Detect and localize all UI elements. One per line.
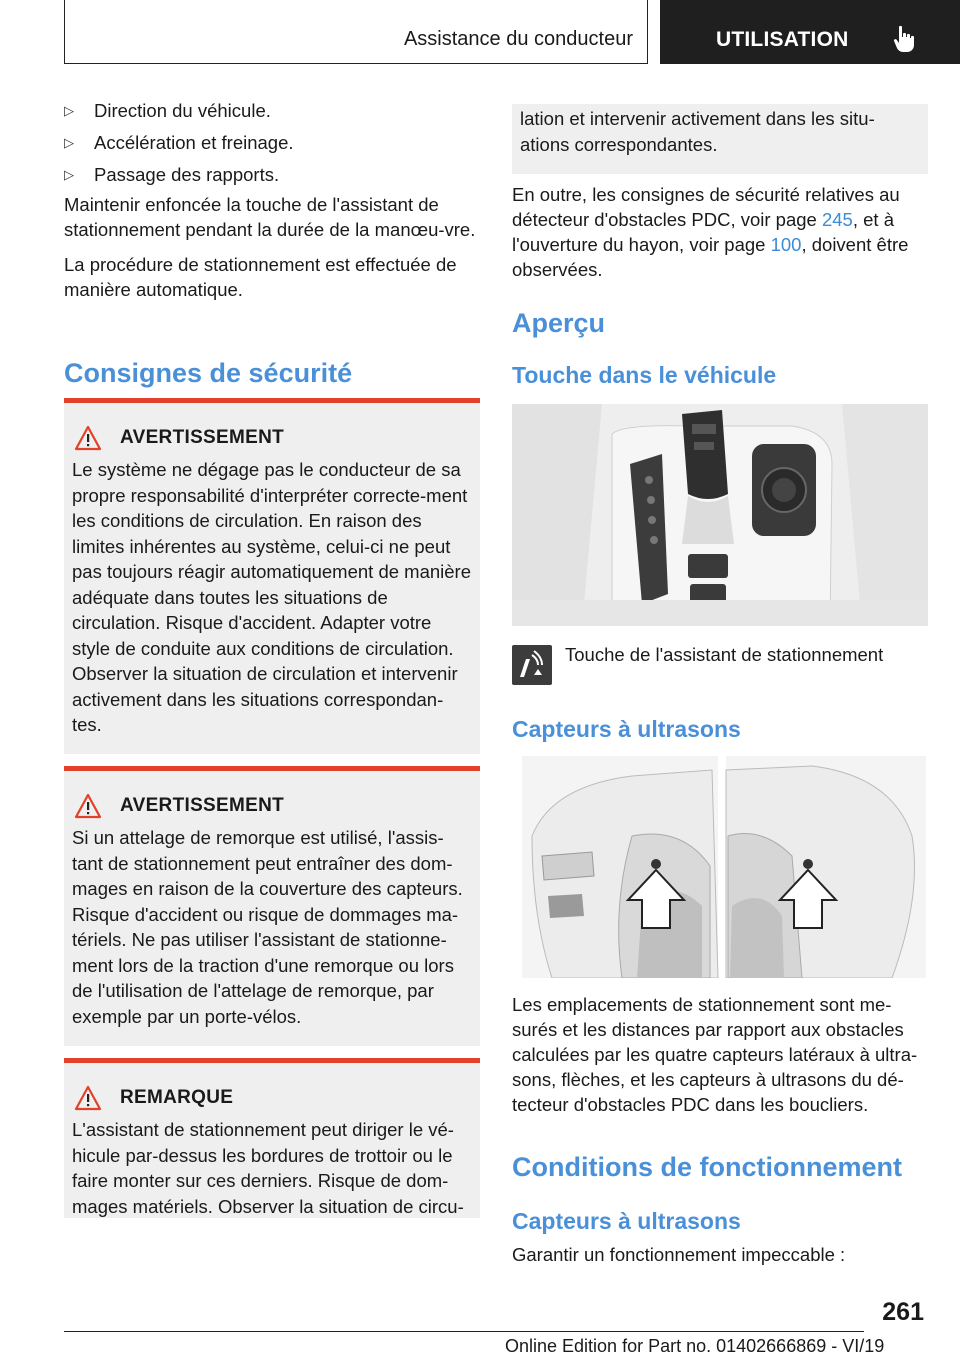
triangle-bullet-icon: ▷ xyxy=(64,167,74,182)
center-console-image xyxy=(512,404,928,626)
triangle-bullet-icon: ▷ xyxy=(64,103,74,118)
header-section-box xyxy=(64,0,648,64)
paragraph-text: En outre, les consignes de sécurité relatives au détecteur d'obstacles PDC, voir page xyxy=(512,184,900,230)
warning-title: AVERTISSEMENT xyxy=(120,427,285,448)
left-column xyxy=(64,100,480,312)
remark-box xyxy=(64,1058,480,1218)
chapter-title: UTILISATION xyxy=(716,28,849,51)
footer-edition: Online Edition for Part no. 01402666869 - VI/19 xyxy=(505,1336,885,1356)
warning-triangle-icon xyxy=(74,1085,102,1111)
list-item xyxy=(64,100,480,122)
warning-triangle-icon xyxy=(74,425,102,451)
remark-continued-text: lation et intervenir activement dans les situ-ations correspondantes. xyxy=(520,108,875,155)
page-link-245[interactable]: 245 xyxy=(821,209,853,230)
paragraph xyxy=(512,182,928,282)
section-heading: Conditions de fonctionnement xyxy=(512,1152,902,1182)
subsection-heading: Capteurs à ultrasons xyxy=(512,1208,741,1234)
warning-text: Si un attelage de remorque est utilisé, l'assis-tant de stationnement peut entraîner des dom-mages en raison de la couverture des capteurs. Risque d'accident ou risque de dommages ma-tériels. Ne pas utiliser l'assistant de stationne-ment lors de la traction d'une remorque ou lors de l'utilisation de l'attelage de remorque, par exemple par un porte-vélos. xyxy=(72,827,463,1027)
list-item xyxy=(64,164,480,186)
remark-continued-box xyxy=(512,104,928,174)
paragraph: Garantir un fonctionnement impeccable : xyxy=(512,1244,846,1265)
subsection-heading: Touche dans le véhicule xyxy=(512,362,777,388)
warning-text: Le système ne dégage pas le conducteur de sa propre responsabilité d'interpréter correcte-ment les conditions de circulation. En raison des limites inhérentes au système, celui-ci ne peut pas toujours réagir automatiquement de manière adéquate dans toutes les situations de circulation. Risque d'accident. Adapter votre style de conduite aux conditions de circulation. Observer la situation de circulation et intervenir activement dans les situations correspondan-tes. xyxy=(72,459,472,735)
paragraph: La procédure de stationnement est effectuée de manière automatique. xyxy=(64,254,457,300)
page-number: 261 xyxy=(882,1298,924,1326)
warning-triangle-icon xyxy=(74,793,102,819)
warning-box xyxy=(64,766,480,1046)
hand-pointer-icon xyxy=(892,24,916,54)
remark-title: REMARQUE xyxy=(120,1087,234,1108)
subsection-heading: Capteurs à ultrasons xyxy=(512,716,741,742)
remark-text: L'assistant de stationnement peut diriger le vé-hicule par-dessus les bordures de trottoir ou le faire monter sur ces derniers. Risque de dom-mages matériels. Observer la situation de circu- xyxy=(72,1119,464,1217)
section-heading: Consignes de sécurité xyxy=(64,358,353,388)
chapter-tab xyxy=(660,0,960,64)
paragraph: Les emplacements de stationnement sont me-surés et les distances par rapport aux obstacles calculées par les quatre capteurs latéraux à ultra-sons, flèches, et les capteurs à ultrasons du dé-tecteur d'obstacles PDC dans les boucliers. xyxy=(512,994,918,1115)
parking-assistant-key-icon xyxy=(512,645,552,685)
footer-divider xyxy=(64,1331,864,1332)
paragraph-text: , et à l'ouverture du hayon, voir page xyxy=(512,209,894,255)
list-item-text: Accélération et freinage. xyxy=(94,132,294,153)
triangle-bullet-icon: ▷ xyxy=(64,135,74,150)
paragraph-text: , doivent être observées. xyxy=(512,234,909,280)
legend-text: Touche de l'assistant de stationnement xyxy=(565,644,884,665)
list-item xyxy=(64,132,480,154)
warning-box xyxy=(64,398,480,754)
warning-title: AVERTISSEMENT xyxy=(120,795,285,816)
list-item-text: Passage des rapports. xyxy=(94,164,280,185)
section-heading: Aperçu xyxy=(512,308,606,338)
page-link-100[interactable]: 100 xyxy=(770,234,802,255)
section-title: Assistance du conducteur xyxy=(403,28,633,50)
list-item-text: Direction du véhicule. xyxy=(94,100,271,121)
paragraph: Maintenir enfoncée la touche de l'assistant de stationnement pendant la durée de la manœu-vre. xyxy=(64,194,476,240)
ultrasonic-sensors-image xyxy=(512,756,928,978)
